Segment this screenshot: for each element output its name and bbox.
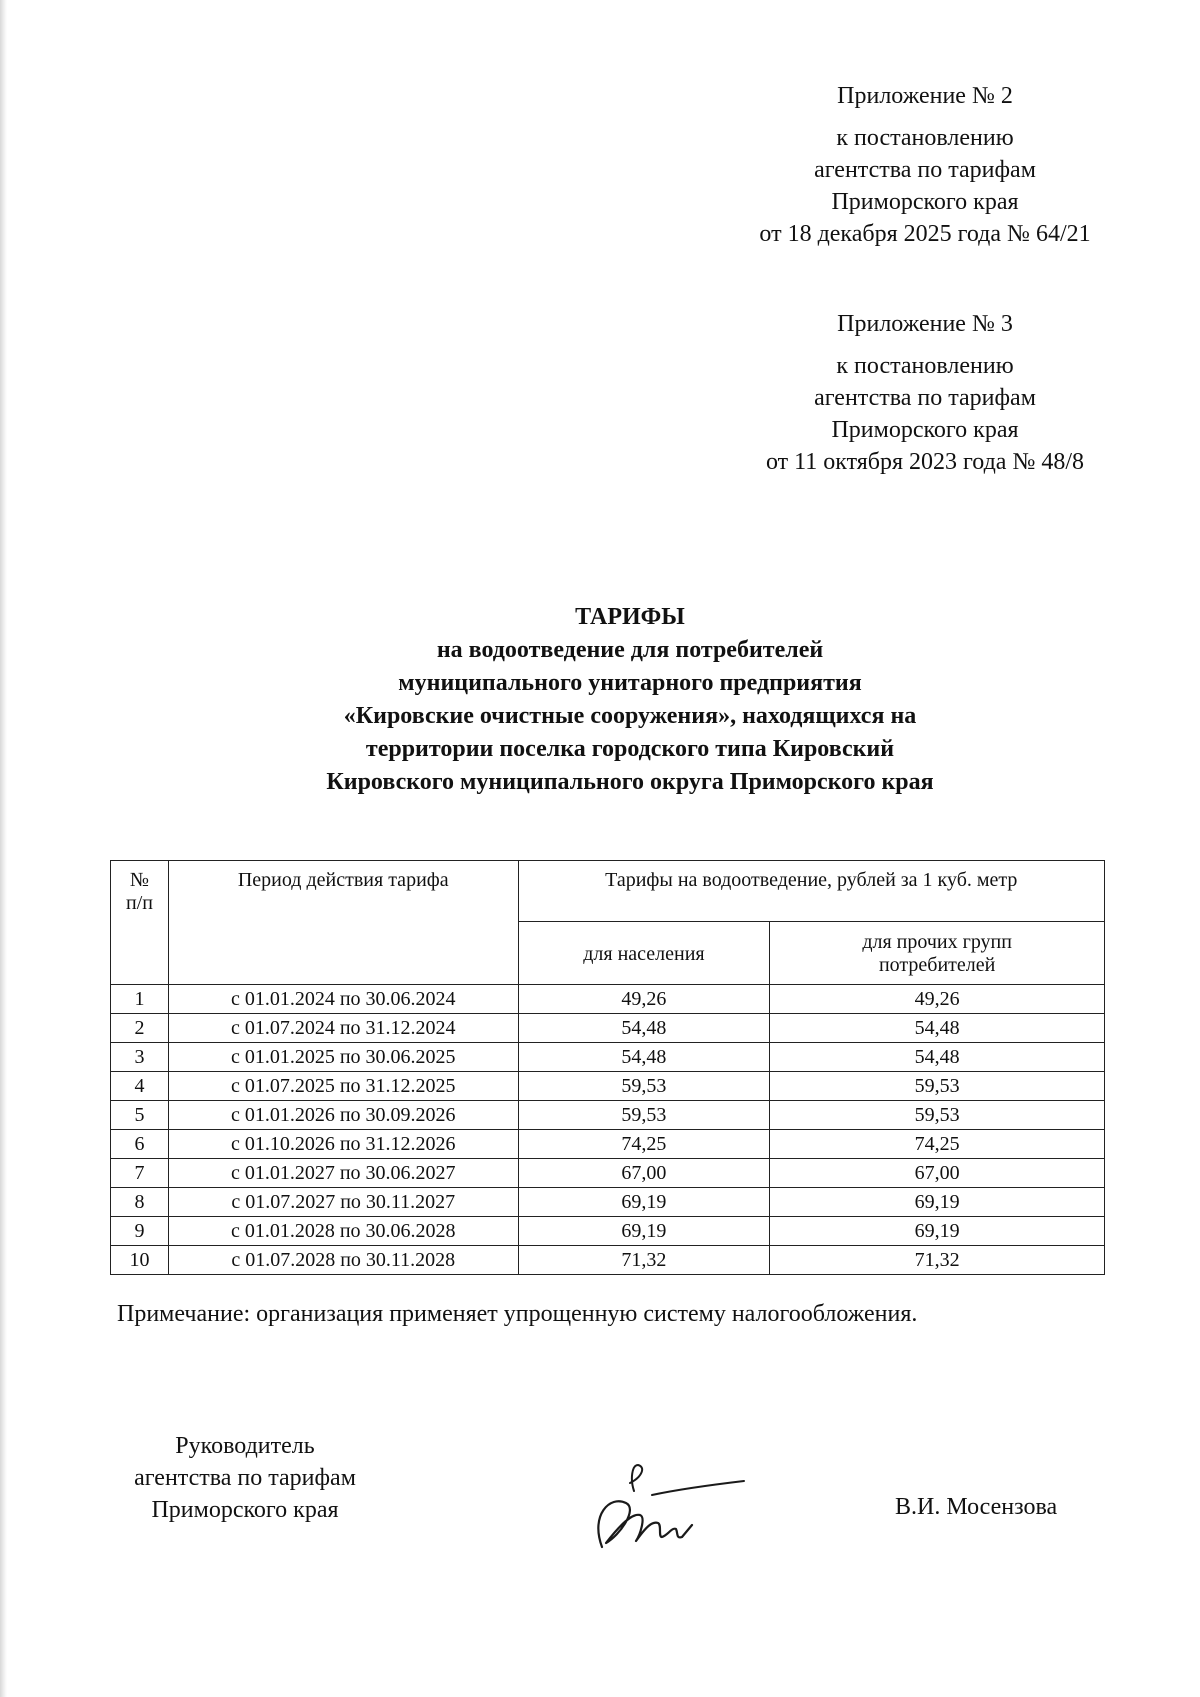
appendix-2-line: к постановлению <box>836 125 1014 151</box>
header-others-line: потребителей <box>878 954 996 976</box>
handwritten-signature <box>580 1455 750 1555</box>
title-line: Кировского муниципального округа Приморского края <box>326 769 934 795</box>
header-population: для населения <box>518 922 770 985</box>
period-cell: с 01.01.2025 по 30.06.2025 <box>168 1043 518 1072</box>
table-row <box>111 1159 1105 1188</box>
others-rate-cell: 69,19 <box>770 1217 1105 1246</box>
others-rate-cell: 67,00 <box>770 1159 1105 1188</box>
population-rate-cell: 69,19 <box>518 1188 770 1217</box>
header-others-line: для прочих групп <box>862 931 1012 953</box>
population-rate-cell: 71,32 <box>518 1246 770 1275</box>
table-row <box>111 1101 1105 1130</box>
period-cell: с 01.07.2025 по 31.12.2025 <box>168 1072 518 1101</box>
title-line: на водоотведение для потребителей <box>436 637 824 663</box>
population-rate-cell: 69,19 <box>518 1217 770 1246</box>
row-number-cell: 6 <box>111 1130 169 1159</box>
document-title <box>160 601 1100 799</box>
appendix-2-heading: Приложение № 2 <box>837 83 1013 109</box>
period-cell: с 01.01.2028 по 30.06.2028 <box>168 1217 518 1246</box>
header-number <box>111 861 169 985</box>
appendix-2-line: агентства по тарифам <box>814 157 1036 183</box>
table-row <box>111 1246 1105 1275</box>
appendix-3-date: от 11 октября 2023 года № 48/8 <box>765 449 1085 475</box>
appendix-3-heading: Приложение № 3 <box>837 311 1013 337</box>
row-number-cell: 7 <box>111 1159 169 1188</box>
others-rate-cell: 54,48 <box>770 1043 1105 1072</box>
appendix-2-date: от 18 декабря 2025 года № 64/21 <box>759 221 1091 247</box>
others-rate-cell: 54,48 <box>770 1014 1105 1043</box>
others-rate-cell: 74,25 <box>770 1130 1105 1159</box>
row-number-cell: 1 <box>111 985 169 1014</box>
title-line: «Кировские очистные сооружения», находящихся на <box>343 703 917 729</box>
others-rate-cell: 71,32 <box>770 1246 1105 1275</box>
header-number-line: № <box>129 869 150 891</box>
others-rate-cell: 59,53 <box>770 1072 1105 1101</box>
table-row <box>111 985 1105 1014</box>
table-row <box>111 1188 1105 1217</box>
row-number-cell: 5 <box>111 1101 169 1130</box>
appendix-3-line: к постановлению <box>836 353 1014 379</box>
period-cell: с 01.01.2027 по 30.06.2027 <box>168 1159 518 1188</box>
row-number-cell: 10 <box>111 1246 169 1275</box>
signer-position <box>110 1430 380 1526</box>
appendix-2-header <box>700 80 1150 250</box>
period-cell: с 01.10.2026 по 31.12.2026 <box>168 1130 518 1159</box>
signer-position-line: агентства по тарифам <box>134 1465 356 1491</box>
others-rate-cell: 49,26 <box>770 985 1105 1014</box>
signer-position-line: Руководитель <box>175 1433 315 1459</box>
population-rate-cell: 59,53 <box>518 1101 770 1130</box>
population-rate-cell: 49,26 <box>518 985 770 1014</box>
others-rate-cell: 69,19 <box>770 1188 1105 1217</box>
appendix-3-line: Приморского края <box>831 417 1019 443</box>
table-row <box>111 1130 1105 1159</box>
population-rate-cell: 59,53 <box>518 1072 770 1101</box>
period-cell: с 01.07.2027 по 30.11.2027 <box>168 1188 518 1217</box>
period-cell: с 01.01.2026 по 30.09.2026 <box>168 1101 518 1130</box>
population-rate-cell: 54,48 <box>518 1043 770 1072</box>
note: Примечание: организация применяет упрощенную систему налогообложения. <box>117 1301 918 1327</box>
table-row <box>111 1014 1105 1043</box>
period-cell: с 01.01.2024 по 30.06.2024 <box>168 985 518 1014</box>
period-cell: с 01.07.2024 по 31.12.2024 <box>168 1014 518 1043</box>
header-number-line: п/п <box>125 892 153 914</box>
title-line: ТАРИФЫ <box>575 604 685 630</box>
appendix-3-line: агентства по тарифам <box>814 385 1036 411</box>
title-line: территории поселка городского типа Кировский <box>365 736 895 762</box>
row-number-cell: 8 <box>111 1188 169 1217</box>
others-rate-cell: 59,53 <box>770 1101 1105 1130</box>
header-period: Период действия тарифа <box>168 861 518 985</box>
population-rate-cell: 67,00 <box>518 1159 770 1188</box>
tariffs-table <box>110 860 1105 1275</box>
signer-name: В.И. Мосензова <box>895 1494 1058 1520</box>
appendix-2-line: Приморского края <box>831 189 1019 215</box>
table-row <box>111 1217 1105 1246</box>
scan-edge-shadow <box>0 0 7 1697</box>
period-cell: с 01.07.2028 по 30.11.2028 <box>168 1246 518 1275</box>
row-number-cell: 4 <box>111 1072 169 1101</box>
title-line: муниципального унитарного предприятия <box>398 670 862 696</box>
table-row <box>111 1072 1105 1101</box>
population-rate-cell: 54,48 <box>518 1014 770 1043</box>
header-rates: Тарифы на водоотведение, рублей за 1 куб. метр <box>518 861 1104 922</box>
table-row <box>111 1043 1105 1072</box>
header-others <box>770 922 1105 985</box>
row-number-cell: 2 <box>111 1014 169 1043</box>
row-number-cell: 9 <box>111 1217 169 1246</box>
population-rate-cell: 74,25 <box>518 1130 770 1159</box>
appendix-3-header <box>700 308 1150 478</box>
signer-position-line: Приморского края <box>151 1497 339 1523</box>
row-number-cell: 3 <box>111 1043 169 1072</box>
